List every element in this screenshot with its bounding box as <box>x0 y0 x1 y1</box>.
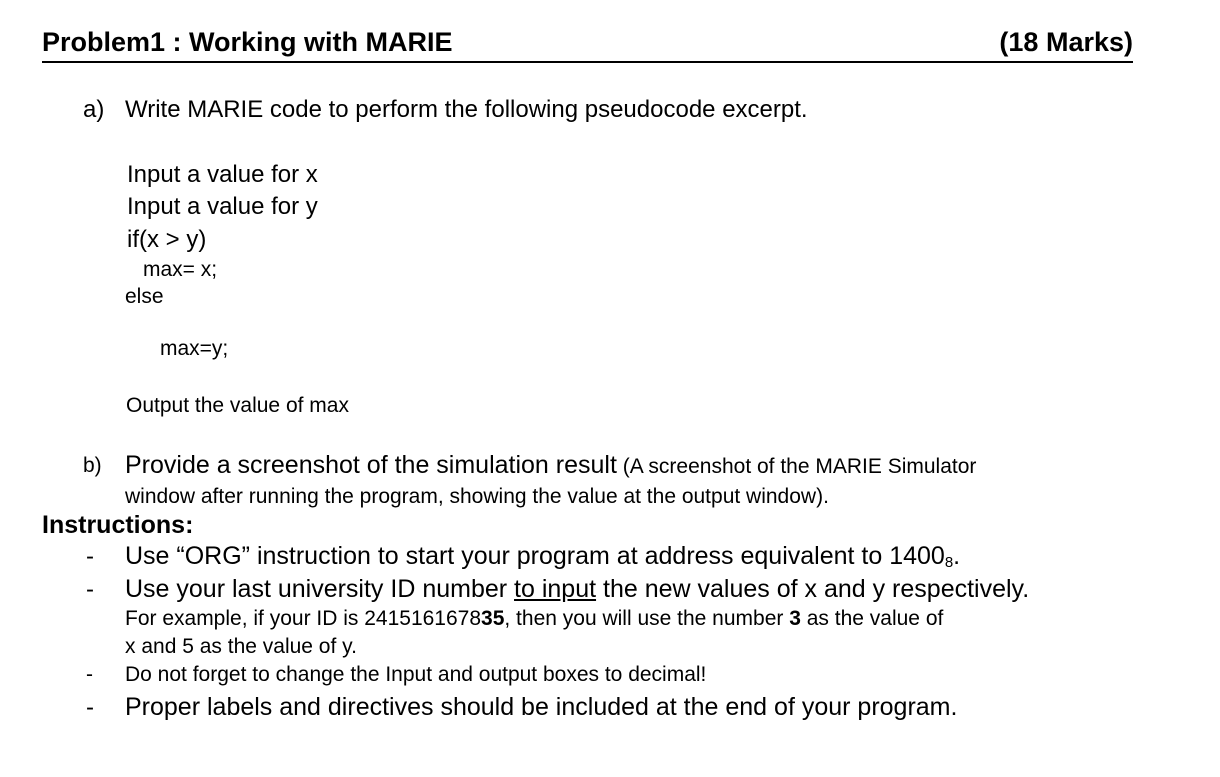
instruction-text: the new values of x and y respectively. <box>596 575 1030 603</box>
problem-title: Problem1 : Working with MARIE <box>42 27 453 57</box>
bullet-dash: - <box>86 694 94 721</box>
instruction-example-line2: x and 5 as the value of y. <box>125 635 357 658</box>
instruction-text: Use “ORG” instruction to start your program at address equivalent to 1400 <box>125 542 945 570</box>
instruction-item <box>125 542 960 571</box>
instruction-example <box>125 607 943 631</box>
instruction-item: Proper labels and directives should be included at the end of your program. <box>125 693 958 721</box>
instructions-heading: Instructions: <box>42 511 194 539</box>
pseudocode-line: if(x > y) <box>127 226 207 253</box>
pseudocode-line: Input a value for x <box>127 161 318 188</box>
underlined-text: to input <box>514 575 597 603</box>
part-b-sub: (A screenshot of the MARIE Simulator <box>616 455 977 478</box>
part-b-main: Provide a screenshot of the simulation result <box>125 451 617 479</box>
instruction-text: as the value of <box>800 607 944 630</box>
part-b-text-line2: window after running the program, showing the value at the output window). <box>125 485 829 508</box>
part-a-text: Write MARIE code to perform the following pseudocode excerpt. <box>125 96 808 123</box>
instruction-end: . <box>953 542 961 570</box>
part-b-label: b) <box>83 454 102 477</box>
instruction-text: Use your last university ID number <box>125 575 515 603</box>
part-a-label: a) <box>83 96 105 123</box>
instruction-text: For example, if your ID is 2415161678 <box>125 607 482 630</box>
instruction-item <box>125 575 1029 604</box>
pseudocode-line: max= x; <box>143 258 218 281</box>
bold-digit: 3 <box>789 607 801 630</box>
pseudocode-line: max=y; <box>160 337 229 360</box>
bullet-dash: - <box>86 663 93 686</box>
bullet-dash: - <box>86 576 94 603</box>
bullet-dash: - <box>86 543 94 570</box>
part-b-text <box>125 451 976 480</box>
pseudocode-line: Input a value for y <box>127 193 318 220</box>
pseudocode-line: else <box>125 285 164 308</box>
marks-label: (18 Marks) <box>999 27 1133 57</box>
instruction-text: , then you will use the number <box>504 607 790 630</box>
title-row <box>42 27 1133 63</box>
pseudocode-line: Output the value of max <box>126 394 349 417</box>
instruction-item: Do not forget to change the Input and output boxes to decimal! <box>125 663 707 686</box>
subscript-base: 8 <box>944 554 954 571</box>
bold-digits: 35 <box>481 607 505 630</box>
